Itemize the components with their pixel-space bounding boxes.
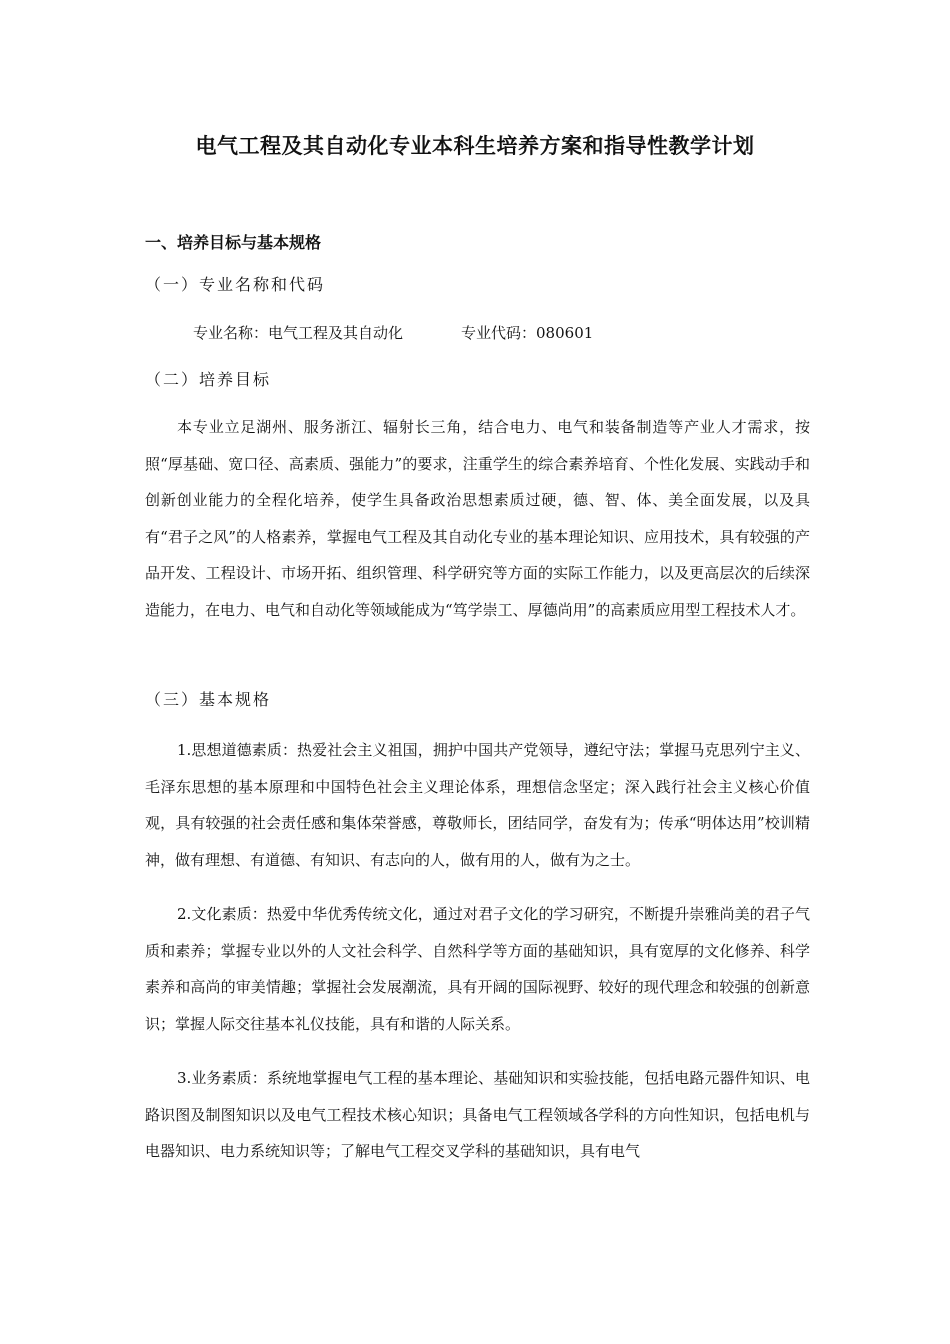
subsection-heading-training-goal: （二）培养目标	[145, 370, 272, 389]
subsection-heading-basic-specifications: （三）基本规格	[145, 690, 272, 709]
spec-paragraph-professional-quality: 3.业务素质：系统地掌握电气工程的基本理论、基础知识和实验技能，包括电路元器件知识、电路识图及制图知识以及电气工程技术核心知识；具备电气工程领域各学科的方向性知识，包括电机与电器知识、电力系统知识等；了解电气工程交叉学科的基础知识，具有电气	[145, 1069, 810, 1161]
spec-paragraph-cultural-quality: 2.文化素质：热爱中华优秀传统文化，通过对君子文化的学习研究，不断提升崇雅尚美的君子气质和素养；掌握专业以外的人文社会科学、自然科学等方面的基础知识，具有宽厚的文化修养、科学素养和高尚的审美情趣；掌握社会发展潮流，具有开阔的国际视野、较好的现代理念和较强的创新意识；掌握人际交往基本礼仪技能，具有和谐的人际关系。	[145, 905, 810, 1033]
spec-paragraph-moral-quality: 1.思想道德素质：热爱社会主义祖国，拥护中国共产党领导，遵纪守法；掌握马克思列宁主义、毛泽东思想的基本原理和中国特色社会主义理论体系，理想信念坚定；深入践行社会主义核心价值观，具有较强的社会责任感和集体荣誉感，尊敬师长，团结同学，奋发有为；传承“明体达用”校训精神，做有理想、有道德、有知识、有志向的人，做有用的人，做有为之士。	[145, 741, 810, 869]
major-info-line	[193, 321, 593, 345]
training-goal-paragraph: 本专业立足湖州、服务浙江、辐射长三角，结合电力、电气和装备制造等产业人才需求，按照“厚基础、宽口径、高素质、强能力”的要求，注重学生的综合素养培育、个性化发展、实践动手和创新创业能力的全程化培养，使学生具备政治思想素质过硬，德、智、体、美全面发展，以及具有“君子之风”的人格素养，掌握电气工程及其自动化专业的基本理论知识、应用技术，具有较强的产品开发、工程设计、市场开拓、组织管理、科学研究等方面的实际工作能力，以及更高层次的后续深造能力，在电力、电气和自动化等领域能成为“笃学崇工、厚德尚用”的高素质应用型工程技术人才。	[145, 418, 810, 619]
subsection-heading-major-name-code: （一）专业名称和代码	[145, 275, 326, 294]
document-title: 电气工程及其自动化专业本科生培养方案和指导性教学计划	[195, 134, 755, 158]
section-heading-training-goals: 一、培养目标与基本规格	[145, 233, 322, 252]
major-name: 专业名称：电气工程及其自动化	[193, 324, 404, 342]
major-code: 专业代码：080601	[461, 324, 594, 342]
